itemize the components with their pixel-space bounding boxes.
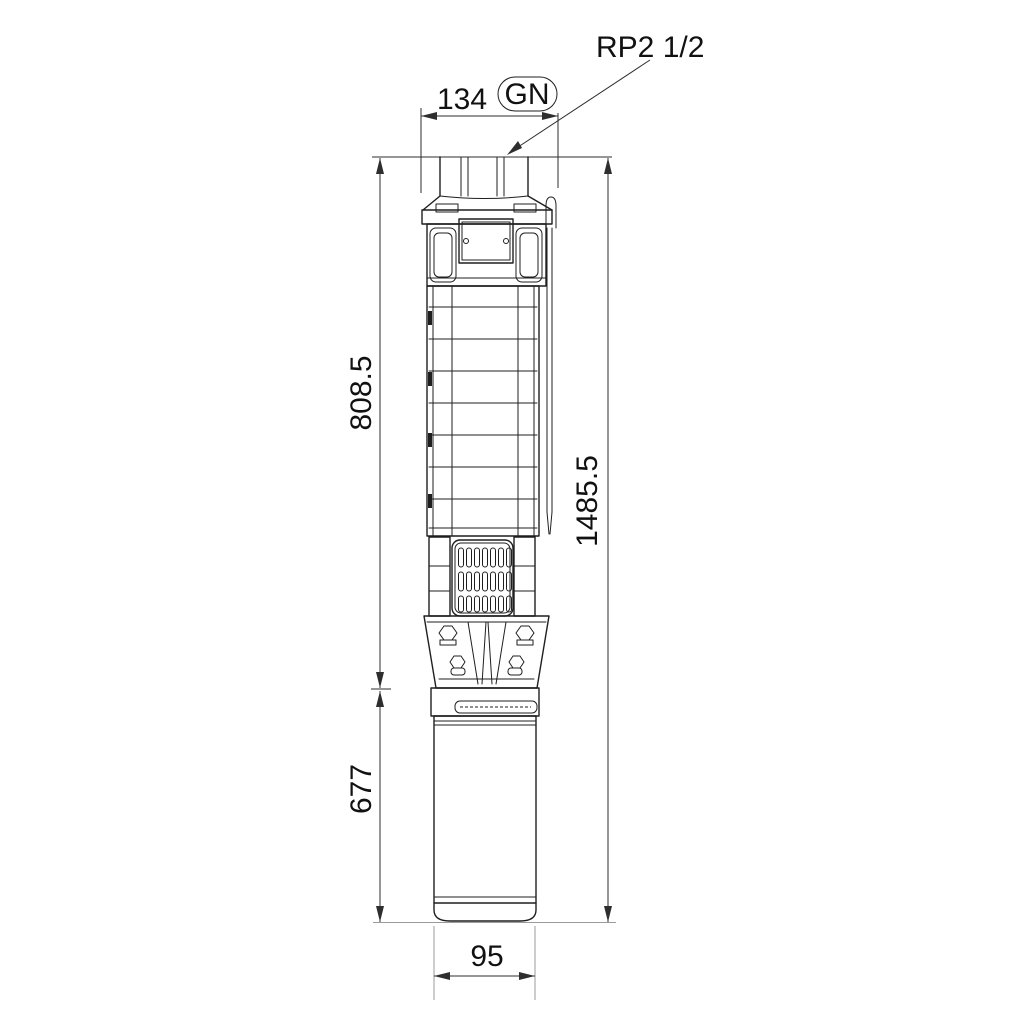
strainer-slot (459, 596, 464, 612)
stage-stack (427, 286, 539, 536)
dimension-motor-diameter (434, 940, 535, 980)
strainer-slot (475, 596, 480, 612)
extension-lines (371, 108, 616, 1000)
strainer-slot (507, 548, 512, 567)
strainer-slot (475, 572, 480, 591)
strainer-slot (491, 596, 496, 612)
lower-nut-right (509, 656, 524, 668)
leader-arrow-icon (507, 141, 522, 155)
arrow-up-icon (376, 691, 384, 707)
arrow-right-icon (519, 972, 535, 980)
strainer-slot (459, 572, 464, 591)
cable-guard (546, 197, 556, 534)
strainer-slot (507, 572, 512, 591)
threaded-connection (423, 157, 552, 210)
strap-clamp-left-inner (434, 233, 452, 277)
dim-label-motor-diameter: 95 (470, 940, 504, 973)
motor-adapter (424, 616, 549, 688)
strainer-slot (467, 596, 472, 612)
dimension-motor-length (345, 691, 384, 922)
strap-clamp-right-inner (520, 233, 538, 277)
strainer-slot (491, 572, 496, 591)
strainer-slot (483, 596, 488, 612)
arrow-down-icon (604, 906, 612, 922)
dim-label-total-length: 1485.5 (571, 455, 604, 547)
strainer-slot (459, 548, 464, 567)
arrow-up-icon (604, 158, 612, 174)
motor-end-cap (434, 903, 536, 921)
dimension-total-length (571, 158, 612, 922)
cable-clip-mark (428, 433, 432, 447)
nameplate (459, 219, 513, 263)
motor-flange (431, 688, 539, 716)
flange-body (431, 688, 539, 716)
strainer-slot (467, 572, 472, 591)
washer-left (440, 640, 456, 645)
cable-clip-mark (428, 494, 432, 508)
side-column-left (429, 537, 450, 616)
adapter-outline (424, 616, 549, 688)
dim-label-pump-length: 808.5 (345, 355, 378, 431)
washer-right (517, 640, 533, 645)
strainer-slot (499, 572, 504, 591)
arrow-down-icon (376, 906, 384, 922)
cable-clip-mark (428, 372, 432, 386)
clamp-tab-right (514, 204, 536, 212)
arrow-left-icon (434, 972, 450, 980)
arrow-right-icon (542, 112, 558, 120)
strainer-slot (491, 548, 496, 567)
support-struts (468, 622, 506, 684)
stud-nut-right (516, 626, 534, 640)
clamp-tab-left (436, 204, 458, 212)
thread-relief-curve (440, 196, 528, 199)
foot-right (508, 668, 522, 675)
lower-nut-left (450, 656, 465, 668)
strainer-slot (467, 548, 472, 567)
strainer-slot (483, 548, 488, 567)
connection-label: RP2 1/2 (596, 31, 705, 64)
arrow-up-icon (376, 158, 384, 174)
cable-guard-end-clip (547, 512, 552, 534)
nameplate-hole (464, 239, 469, 244)
nameplate-hole (504, 239, 509, 244)
side-column-right (514, 537, 535, 616)
stud-nut-left (439, 626, 457, 640)
suction-strainer-section (429, 537, 535, 616)
dim-label-outlet-width: 134 (436, 83, 488, 116)
nameplate-border (462, 222, 510, 260)
strainer-slot (483, 572, 488, 591)
arrow-left-icon (421, 112, 437, 120)
outlet-tag (498, 77, 557, 111)
strainer-slot (475, 548, 480, 567)
strainer-slot (499, 596, 504, 612)
outlet-tag-label: GN (504, 78, 550, 111)
arrow-down-icon (376, 672, 384, 688)
cable-clip-mark (428, 311, 432, 325)
foot-left (451, 668, 465, 675)
dim-label-motor-length: 677 (345, 763, 378, 815)
motor-body (434, 716, 536, 921)
dimension-pump-length (345, 158, 384, 688)
motor-shell (434, 716, 536, 903)
strainer-slot (499, 548, 504, 567)
pump-assembly (422, 157, 556, 921)
discharge-head (422, 204, 552, 286)
strainer-slots (459, 548, 512, 612)
